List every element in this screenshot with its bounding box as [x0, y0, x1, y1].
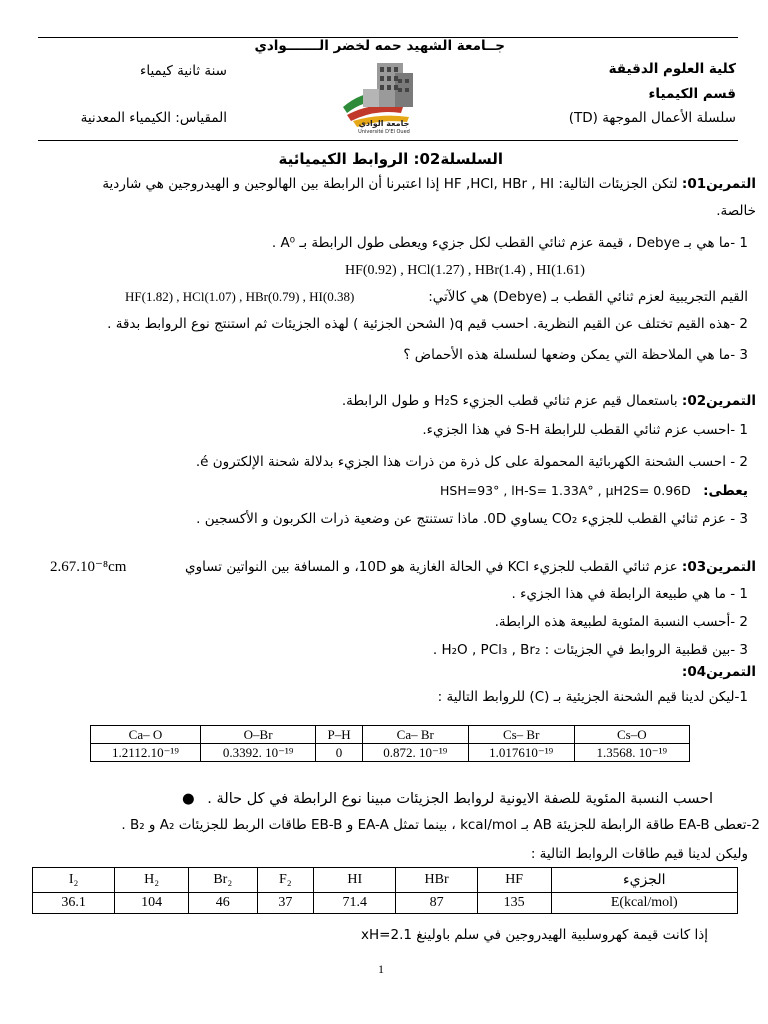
ex2-intro-text: باستعمال قيم عزم ثنائي قطب الجزيء H₂S و طول الرابطة.	[341, 393, 678, 409]
ex1-bond-lengths: HF(0.92) , HCl(1.27) , HBr(1.4) , HI(1.61)	[345, 263, 585, 278]
energy-header: H₂	[115, 868, 189, 893]
module-name: المقياس: الكيمياء المعدنية	[80, 110, 227, 126]
charge-header: Ca– O	[91, 726, 201, 744]
logo-text: جامعة الوادي	[358, 119, 410, 128]
university-name: جــامعة الشهيد حمه لخضر الـــــــوادي	[254, 38, 505, 54]
ex2-given-label: يعطى:	[703, 483, 748, 499]
energy-value: 46	[189, 893, 258, 914]
charge-header: Cs–O	[574, 726, 689, 744]
academic-year: سنة ثانية كيمياء	[140, 63, 227, 79]
charge-header: P–H	[316, 726, 363, 744]
page-number: 1	[378, 962, 384, 976]
charge-table-header-row	[91, 726, 690, 744]
logo-subtext: Université D'El Oued	[358, 129, 410, 135]
ex3-q2: 2 -أحسب النسبة المئوية لطبيعة هذه الرابطة.	[494, 614, 748, 630]
energy-table-header-row	[33, 868, 738, 893]
bullet-icon: ●	[182, 791, 195, 807]
ex1-intro-line2: خالصة.	[716, 203, 756, 219]
header-bottom-rule	[38, 140, 738, 141]
charge-value: 1.2112.10⁻¹⁹	[91, 744, 201, 762]
ex2-given-values: HSH=93° , lH-S= 1.33A° , μH2S= 0.96D	[440, 483, 691, 498]
ex3-distance: 2.67.10⁻⁸cm	[50, 559, 127, 575]
energy-value: 71.4	[314, 893, 396, 914]
ex4-last-line: إذا كانت قيمة كهروسلبية الهيدروجين في سلم باولينغ xH=2.1	[361, 927, 708, 943]
ex2-q1: 1 -احسب عزم ثنائي القطب للرابطة S-H في هذا الجزيء.	[422, 422, 748, 438]
ex3-label: التمرين03:	[681, 559, 756, 575]
ex4-q2b: وليكن لدينا قيم طاقات الروابط التالية :	[530, 846, 748, 862]
charge-value: 1.017610⁻¹⁹	[468, 744, 574, 762]
charge-table	[90, 725, 690, 762]
energy-table	[32, 867, 738, 914]
ex2-intro	[342, 392, 756, 410]
ex1-label: التمرين01:	[681, 176, 756, 192]
ex1-exp-label: القيم التجريبية لعزم ثنائي القطب بـ (Debye) هي كالآتي:	[428, 289, 748, 305]
ex2-q2: 2 - احسب الشحنة الكهربائية المحمولة على كل ذرة من ذرات هذا الجزيء بدلالة شحنة الإلكترون é.	[195, 454, 748, 470]
charge-header: Ca– Br	[362, 726, 468, 744]
energy-value: 104	[115, 893, 189, 914]
ex2-label: التمرين02:	[681, 393, 756, 409]
energy-header: HF	[477, 868, 551, 893]
university-logo	[339, 55, 429, 135]
energy-value: 87	[396, 893, 477, 914]
ex3-intro-text: عزم ثنائي القطب للجزيء KCl في الحالة الغازية هو 10D، و المسافة بين النواتين تساوي	[185, 559, 678, 575]
energy-value: E(kcal/mol)	[551, 893, 738, 914]
ex2-q3: 3 - عزم ثنائي القطب للجزيء CO₂ يساوي 0D. ماذا تستنتج عن وضعية ذرات الكربون و الأكسجين .	[196, 511, 748, 527]
ex4-bullet-text: احسب النسبة المئوية للصفة الايونية لروابط الجزيئات مبينا نوع الرابطة في كل حالة .	[207, 791, 713, 807]
ex4-q1: 1-ليكن لدينا قيم الشحنة الجزيئية بـ (C) للروابط التالية :	[437, 689, 748, 705]
charge-value: 1.3568. 10⁻¹⁹	[574, 744, 689, 762]
energy-value: 37	[257, 893, 314, 914]
ex1-exp-values: HF(1.82) , HCl(1.07) , HBr(0.79) , HI(0.38)	[125, 289, 355, 304]
energy-header: HBr	[396, 868, 477, 893]
ex1-q3: 3 -ما هي الملاحظة التي يمكن وضعها لسلسلة هذه الأحماض ؟	[403, 347, 748, 363]
energy-value: 135	[477, 893, 551, 914]
series-title: سلسلة الأعمال الموجهة (TD)	[568, 110, 736, 126]
charge-value: 0	[316, 744, 363, 762]
energy-header: الجزيء	[551, 868, 738, 893]
charge-table-value-row	[91, 744, 690, 762]
ex4-q2: 2-تعطى EA-B طاقة الرابطة للجزيئة AB بـ kcal/mol ، بينما تمثل EA-A و EB-B طاقات الربط للجزيئات A₂ و B₂ .	[121, 817, 760, 833]
ex3-q1: 1 - ما هي طبيعة الرابطة في هذا الجزيء .	[511, 586, 748, 602]
ex4-label: التمرين04:	[681, 664, 756, 680]
energy-header: F₂	[257, 868, 314, 893]
ex4-bullet-item	[182, 790, 713, 808]
charge-value: 0.3392. 10⁻¹⁹	[200, 744, 315, 762]
ex1-q2: 2 -هذه القيم تختلف عن القيم النظرية. احسب قيم q( الشحن الجزئية ) لهذه الجزيئات ثم استنتج نوع الروابط بدقة .	[107, 316, 748, 332]
energy-header: I₂	[33, 868, 115, 893]
ex1-q1: 1 -ما هي بـ Debye ، قيمة عزم ثنائي القطب لكل جزيء ويعطى طول الرابطة بـ A⁰ .	[271, 235, 748, 251]
ex1-intro	[102, 175, 756, 193]
charge-header: Cs– Br	[468, 726, 574, 744]
energy-header: Br₂	[189, 868, 258, 893]
charge-value: 0.872. 10⁻¹⁹	[362, 744, 468, 762]
ex3-intro	[185, 558, 756, 576]
energy-header: HI	[314, 868, 396, 893]
faculty-name: كلية العلوم الدقيقة	[608, 61, 736, 77]
page-title: السلسلة02: الروابط الكيميائية	[278, 150, 503, 168]
ex3-q3: 3 -بين قطبية الروابط في الجزيئات : H₂O , PCl₃ , Br₂ .	[432, 642, 748, 658]
ex1-intro-text: لتكن الجزيئات التالية: HF ,HCl, HBr , HI إذا اعتبرنا أن الرابطة بين الهالوجين و الهيدروجين هي شاردية	[102, 176, 678, 192]
energy-value: 36.1	[33, 893, 115, 914]
department-name: قسم الكيمياء	[648, 86, 736, 102]
charge-header: O–Br	[200, 726, 315, 744]
energy-table-value-row	[33, 893, 738, 914]
